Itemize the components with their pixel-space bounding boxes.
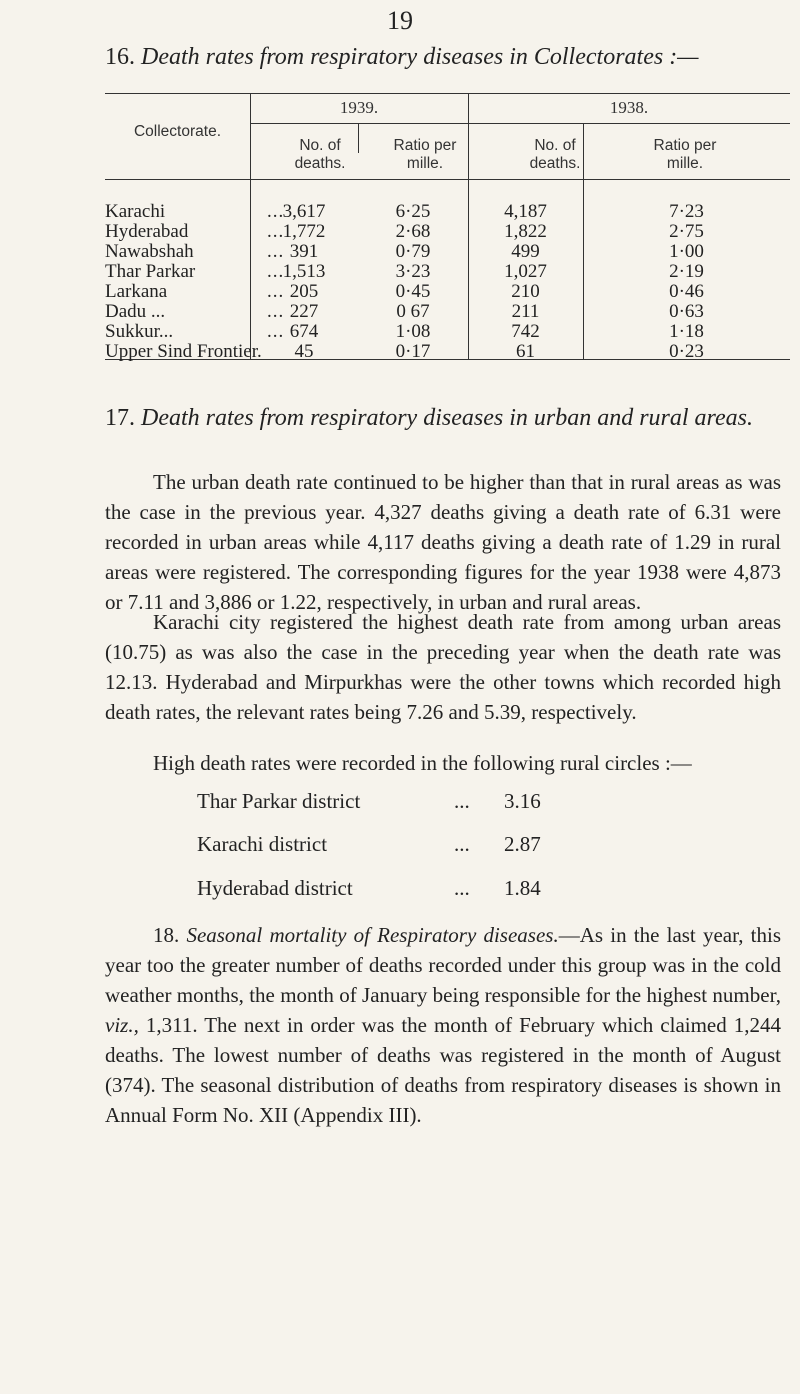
section-17-heading <box>105 402 785 434</box>
section-number: 16. <box>105 44 135 70</box>
deaths-1938-header: No. of deaths. <box>529 137 581 172</box>
table-row: Larkana ... 205 0·45 210 0·46 <box>105 281 704 302</box>
table-row: Hyderabad ... 1,772 2·68 1,822 2·75 <box>105 221 704 242</box>
paragraph-karachi-city: Karachi city registered the highest death rate from among urban areas (10.75) as was also the case in the preceding year when the death rate was 12.13. Hyderabad and Mirpurkhas were the other towns which recorded high death rates, the relevant rates being 7.26 and 5.39, respectively. <box>105 610 781 724</box>
page-number: 19 <box>387 6 413 35</box>
table-row: Nawabshah ... 391 0·79 499 1·00 <box>105 241 704 262</box>
table-row: Thar Parkar ... 1,513 3·23 1,027 2·19 <box>105 261 704 282</box>
table-row: Dadu ... ... 227 0 67 211 0·63 <box>105 301 704 322</box>
list-item: Thar Parkar district ... 3.16 <box>197 789 541 813</box>
section-number: 18. <box>153 923 180 947</box>
section-title: Death rates from respiratory diseases in Collectorates :— <box>141 44 699 70</box>
list-item: Hyderabad district ... 1.84 <box>197 876 541 900</box>
table-row: Karachi ... 3,617 6·25 4,187 7·23 <box>105 201 704 222</box>
section-number: 17. <box>105 405 135 431</box>
section-title: Death rates from respiratory diseases in urban and rural areas. <box>141 405 753 431</box>
deaths-1939-header: No. of deaths. <box>294 137 346 172</box>
paragraph-urban-rural: The urban death rate continued to be higher than that in rural areas as was the case in the previous year. 4,327 deaths giving a death rate of 6.31 were recorded in urban areas while 4,117 deaths giving a death rate of 1.29 in rural areas were registered. The corresponding figures for the year 1938 were 4,873 or 7.11 and 3,886 or 1.22, respectively, in urban and rural areas. <box>105 470 781 614</box>
section-16-heading <box>105 44 699 71</box>
paragraph-rural-circles: High death rates were recorded in the following rural circles :— <box>153 751 692 775</box>
section-title: Seasonal mortality of Respiratory diseases. <box>186 923 559 947</box>
year-1938-header: 1938. <box>609 98 649 117</box>
section-18-paragraph: 18. Seasonal mortality of Respiratory diseases.—As in the last year, this year too the greater number of deaths recorded under this group was in the cold weather months, the month of January being responsible for the highest number, viz., 1,311. The next in order was the month of February which claimed 1,244 deaths. The lowest number of deaths was registered in the month of August (374). The seasonal distribution of deaths from respiratory diseases is shown in Annual Form No. XII (Appendix III). <box>105 923 782 1127</box>
ratio-1938-header: Ratio per mille. <box>653 137 717 172</box>
ratio-1939-header: Ratio per mille. <box>393 137 457 172</box>
collectorate-header: Collectorate. <box>133 123 221 140</box>
list-item: Karachi district ... 2.87 <box>197 832 541 856</box>
table-row: Sukkur... ... 674 1·08 742 1·18 <box>105 321 704 342</box>
year-1939-header: 1939. <box>339 98 379 117</box>
collectorate-death-rates-table <box>105 93 790 360</box>
table-row: Upper Sind Frontier. 45 0·17 61 0·23 <box>105 341 704 362</box>
